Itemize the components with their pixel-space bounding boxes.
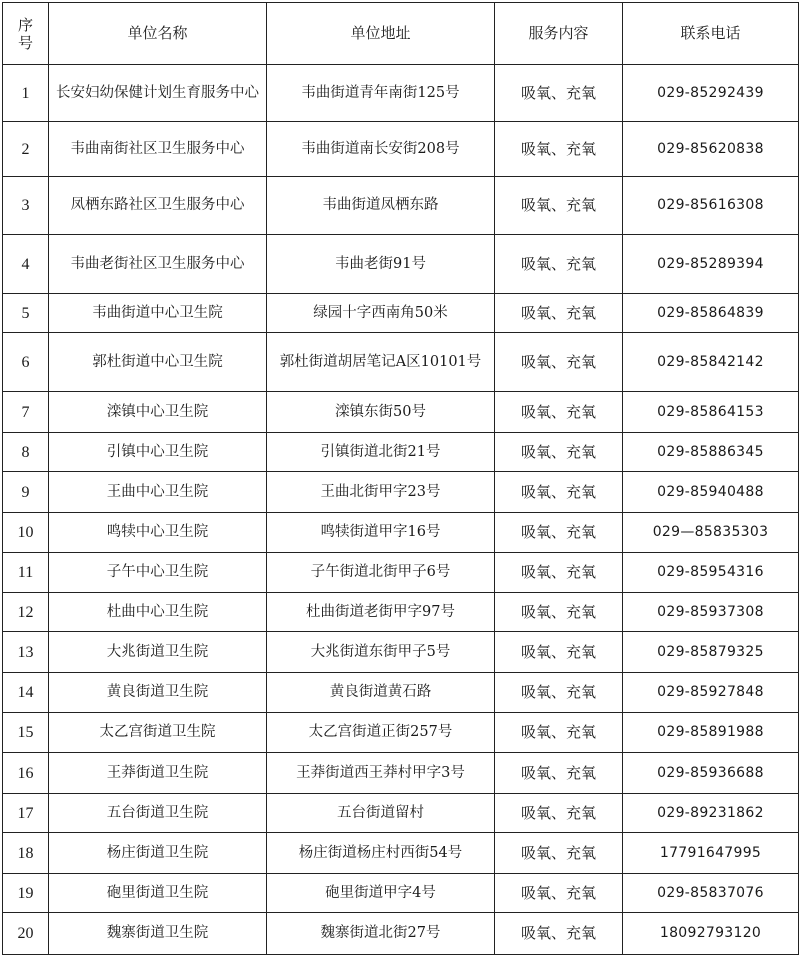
cell-address: 太乙宫街道正街257号	[267, 713, 495, 753]
cell-name: 杨庄街道卫生院	[49, 833, 267, 874]
cell-phone: 029-85891988	[623, 713, 799, 753]
cell-address: 郭杜街道胡居笔记A区10101号	[267, 333, 495, 392]
cell-name: 韦曲南街社区卫生服务中心	[49, 122, 267, 177]
cell-phone: 029-85837076	[623, 874, 799, 913]
table-header-row	[3, 3, 799, 65]
cell-seq: 20	[3, 913, 49, 955]
cell-name: 韦曲街道中心卫生院	[49, 294, 267, 333]
cell-service: 吸氧、充氧	[495, 713, 623, 753]
table-row	[3, 235, 799, 294]
cell-name: 杜曲中心卫生院	[49, 593, 267, 632]
cell-phone: 029-89231862	[623, 794, 799, 833]
cell-service: 吸氧、充氧	[495, 65, 623, 122]
cell-name: 子午中心卫生院	[49, 553, 267, 593]
cell-name: 引镇中心卫生院	[49, 433, 267, 472]
cell-service: 吸氧、充氧	[495, 553, 623, 593]
table-row	[3, 913, 799, 955]
service-directory-table	[2, 2, 799, 955]
cell-phone: 029—85835303	[623, 513, 799, 553]
cell-seq: 6	[3, 333, 49, 392]
cell-seq: 5	[3, 294, 49, 333]
cell-phone: 029-85954316	[623, 553, 799, 593]
header-name: 单位名称	[49, 3, 267, 65]
cell-name: 砲里街道卫生院	[49, 874, 267, 913]
cell-seq: 7	[3, 392, 49, 433]
cell-address: 韦曲老街91号	[267, 235, 495, 294]
cell-phone: 029-85616308	[623, 177, 799, 235]
cell-address: 五台街道留村	[267, 794, 495, 833]
cell-address: 砲里街道甲字4号	[267, 874, 495, 913]
cell-address: 滦镇东街50号	[267, 392, 495, 433]
table-row	[3, 513, 799, 553]
cell-phone: 029-85940488	[623, 472, 799, 513]
table-row	[3, 433, 799, 472]
cell-address: 引镇街道北街21号	[267, 433, 495, 472]
header-seq	[3, 3, 49, 65]
header-seq-line2: 号	[17, 33, 33, 52]
cell-name: 大兆街道卫生院	[49, 632, 267, 673]
cell-service: 吸氧、充氧	[495, 913, 623, 955]
cell-name: 五台街道卫生院	[49, 794, 267, 833]
cell-name: 凤栖东路社区卫生服务中心	[49, 177, 267, 235]
cell-seq: 18	[3, 833, 49, 874]
table-row	[3, 392, 799, 433]
cell-service: 吸氧、充氧	[495, 513, 623, 553]
table-row	[3, 593, 799, 632]
cell-seq: 14	[3, 673, 49, 713]
cell-name: 韦曲老街社区卫生服务中心	[49, 235, 267, 294]
cell-phone: 029-85292439	[623, 65, 799, 122]
cell-service: 吸氧、充氧	[495, 472, 623, 513]
cell-phone: 18092793120	[623, 913, 799, 955]
cell-name: 郭杜街道中心卫生院	[49, 333, 267, 392]
cell-phone: 029-85864839	[623, 294, 799, 333]
cell-seq: 15	[3, 713, 49, 753]
cell-phone: 029-85864153	[623, 392, 799, 433]
cell-service: 吸氧、充氧	[495, 122, 623, 177]
cell-seq: 19	[3, 874, 49, 913]
cell-service: 吸氧、充氧	[495, 294, 623, 333]
cell-service: 吸氧、充氧	[495, 333, 623, 392]
cell-service: 吸氧、充氧	[495, 874, 623, 913]
cell-service: 吸氧、充氧	[495, 794, 623, 833]
cell-service: 吸氧、充氧	[495, 177, 623, 235]
cell-address: 韦曲街道南长安街208号	[267, 122, 495, 177]
cell-seq: 16	[3, 753, 49, 794]
cell-phone: 029-85620838	[623, 122, 799, 177]
cell-address: 绿园十字西南角50米	[267, 294, 495, 333]
cell-name: 王莽街道卫生院	[49, 753, 267, 794]
cell-name: 长安妇幼保健计划生育服务中心	[49, 65, 267, 122]
cell-service: 吸氧、充氧	[495, 833, 623, 874]
header-seq-line1: 序	[17, 15, 33, 34]
cell-seq: 10	[3, 513, 49, 553]
cell-service: 吸氧、充氧	[495, 673, 623, 713]
cell-address: 王莽街道西王莽村甲字3号	[267, 753, 495, 794]
cell-seq: 4	[3, 235, 49, 294]
table-row	[3, 177, 799, 235]
table-body	[3, 65, 799, 955]
cell-phone: 029-85937308	[623, 593, 799, 632]
cell-seq: 1	[3, 65, 49, 122]
table-row	[3, 553, 799, 593]
cell-service: 吸氧、充氧	[495, 433, 623, 472]
cell-address: 大兆街道东街甲子5号	[267, 632, 495, 673]
cell-address: 子午街道北街甲子6号	[267, 553, 495, 593]
cell-service: 吸氧、充氧	[495, 392, 623, 433]
header-phone: 联系电话	[623, 3, 799, 65]
cell-phone: 029-85842142	[623, 333, 799, 392]
cell-phone: 029-85927848	[623, 673, 799, 713]
table-row	[3, 65, 799, 122]
table-row	[3, 753, 799, 794]
cell-seq: 8	[3, 433, 49, 472]
cell-service: 吸氧、充氧	[495, 753, 623, 794]
cell-service: 吸氧、充氧	[495, 593, 623, 632]
cell-address: 杨庄街道杨庄村西街54号	[267, 833, 495, 874]
cell-seq: 9	[3, 472, 49, 513]
cell-address: 黄良街道黄石路	[267, 673, 495, 713]
cell-address: 韦曲街道凤栖东路	[267, 177, 495, 235]
table-row	[3, 713, 799, 753]
cell-phone: 029-85936688	[623, 753, 799, 794]
cell-seq: 11	[3, 553, 49, 593]
cell-seq: 13	[3, 632, 49, 673]
cell-service: 吸氧、充氧	[495, 235, 623, 294]
cell-phone: 17791647995	[623, 833, 799, 874]
table-row	[3, 122, 799, 177]
cell-phone: 029-85289394	[623, 235, 799, 294]
cell-address: 韦曲街道青年南街125号	[267, 65, 495, 122]
table-row	[3, 673, 799, 713]
cell-seq: 17	[3, 794, 49, 833]
cell-phone: 029-85879325	[623, 632, 799, 673]
cell-phone: 029-85886345	[623, 433, 799, 472]
table-row	[3, 472, 799, 513]
table-row	[3, 632, 799, 673]
table-row	[3, 874, 799, 913]
cell-name: 太乙宫街道卫生院	[49, 713, 267, 753]
cell-name: 魏寨街道卫生院	[49, 913, 267, 955]
cell-name: 黄良街道卫生院	[49, 673, 267, 713]
table-row	[3, 294, 799, 333]
cell-seq: 12	[3, 593, 49, 632]
cell-address: 杜曲街道老街甲字97号	[267, 593, 495, 632]
cell-address: 魏寨街道北街27号	[267, 913, 495, 955]
cell-seq: 3	[3, 177, 49, 235]
table-row	[3, 794, 799, 833]
cell-name: 王曲中心卫生院	[49, 472, 267, 513]
cell-address: 鸣犊街道甲字16号	[267, 513, 495, 553]
header-address: 单位地址	[267, 3, 495, 65]
table-row	[3, 333, 799, 392]
cell-name: 鸣犊中心卫生院	[49, 513, 267, 553]
cell-seq: 2	[3, 122, 49, 177]
table-row	[3, 833, 799, 874]
cell-service: 吸氧、充氧	[495, 632, 623, 673]
header-service: 服务内容	[495, 3, 623, 65]
cell-name: 滦镇中心卫生院	[49, 392, 267, 433]
cell-address: 王曲北街甲字23号	[267, 472, 495, 513]
